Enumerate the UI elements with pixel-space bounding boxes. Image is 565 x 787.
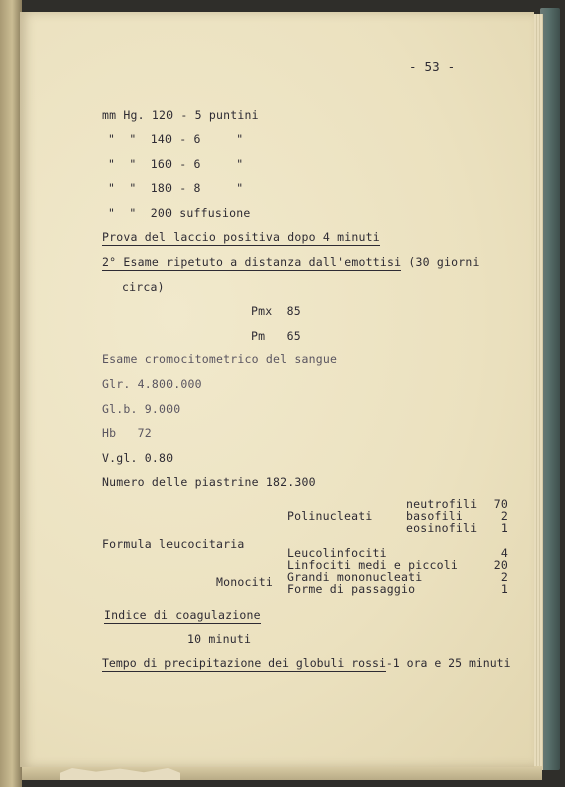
polinucleati-label: Polinucleati xyxy=(287,509,373,523)
pmx-value: Pmx 85 xyxy=(251,304,301,318)
previous-page-edge xyxy=(0,0,22,787)
formula-row-label: Grandi mononucleati xyxy=(287,570,423,584)
pressure-reading: " " 140 - 6 " xyxy=(108,132,244,146)
formula-row-value: 2 xyxy=(500,570,508,584)
formula-row-value: 2 xyxy=(500,509,508,523)
formula-row-value: 1 xyxy=(500,582,508,596)
formula-row-label: eosinofili xyxy=(406,521,478,535)
formula-row-value: 20 xyxy=(493,558,508,572)
formula-row-label: basofili xyxy=(406,509,463,523)
formula-row-label: Linfociti medi e piccoli xyxy=(287,558,458,572)
monociti-label: Monociti xyxy=(216,575,273,589)
indice-coagulazione-heading: Indice di coagulazione xyxy=(104,608,261,622)
page-number: - 53 - xyxy=(409,59,456,74)
esame-cromocitometrico-title: Esame cromocitometrico del sangue xyxy=(102,352,338,366)
glb-value: Gl.b. 9.000 xyxy=(102,402,181,416)
formula-row-value: 70 xyxy=(493,497,508,511)
secondo-esame-heading: 2° Esame ripetuto a distanza dall'emottisi xyxy=(102,255,402,269)
document-page xyxy=(20,12,534,767)
book-spine xyxy=(540,8,560,770)
piastrine-count: Numero delle piastrine 182.300 xyxy=(102,475,316,489)
tempo-precipitazione-value: -1 ora e 25 minuti xyxy=(385,656,511,670)
pressure-reading: " " 180 - 8 " xyxy=(108,181,244,195)
formula-row-label: neutrofili xyxy=(406,497,478,511)
formula-row-label: Forme di passaggio xyxy=(287,582,416,596)
formula-leucocitaria-label: Formula leucocitaria xyxy=(102,537,245,551)
pressure-reading: " " 200 suffusione xyxy=(108,206,251,220)
secondo-esame-continuation: circa) xyxy=(122,280,165,294)
pressure-reading: " " 160 - 6 " xyxy=(108,157,244,171)
prova-laccio-heading: Prova del laccio positiva dopo 4 minuti xyxy=(102,230,380,244)
secondo-esame-tail: (30 giorni xyxy=(401,255,480,269)
formula-row-value: 1 xyxy=(500,521,508,535)
pressure-reading: mm Hg. 120 - 5 puntini xyxy=(102,108,259,122)
hb-value: Hb 72 xyxy=(102,426,152,440)
formula-row-value: 4 xyxy=(500,546,508,560)
pm-value: Pm 65 xyxy=(251,329,301,343)
torn-paper-fragment xyxy=(60,768,180,780)
indice-coagulazione-value: 10 minuti xyxy=(187,632,252,646)
glr-value: Glr. 4.800.000 xyxy=(102,377,202,391)
tempo-precipitazione-heading: Tempo di precipitazione dei globuli rossi xyxy=(102,656,386,670)
vgl-value: V.gl. 0.80 xyxy=(102,451,174,465)
formula-row-label: Leucolinfociti xyxy=(287,546,387,560)
